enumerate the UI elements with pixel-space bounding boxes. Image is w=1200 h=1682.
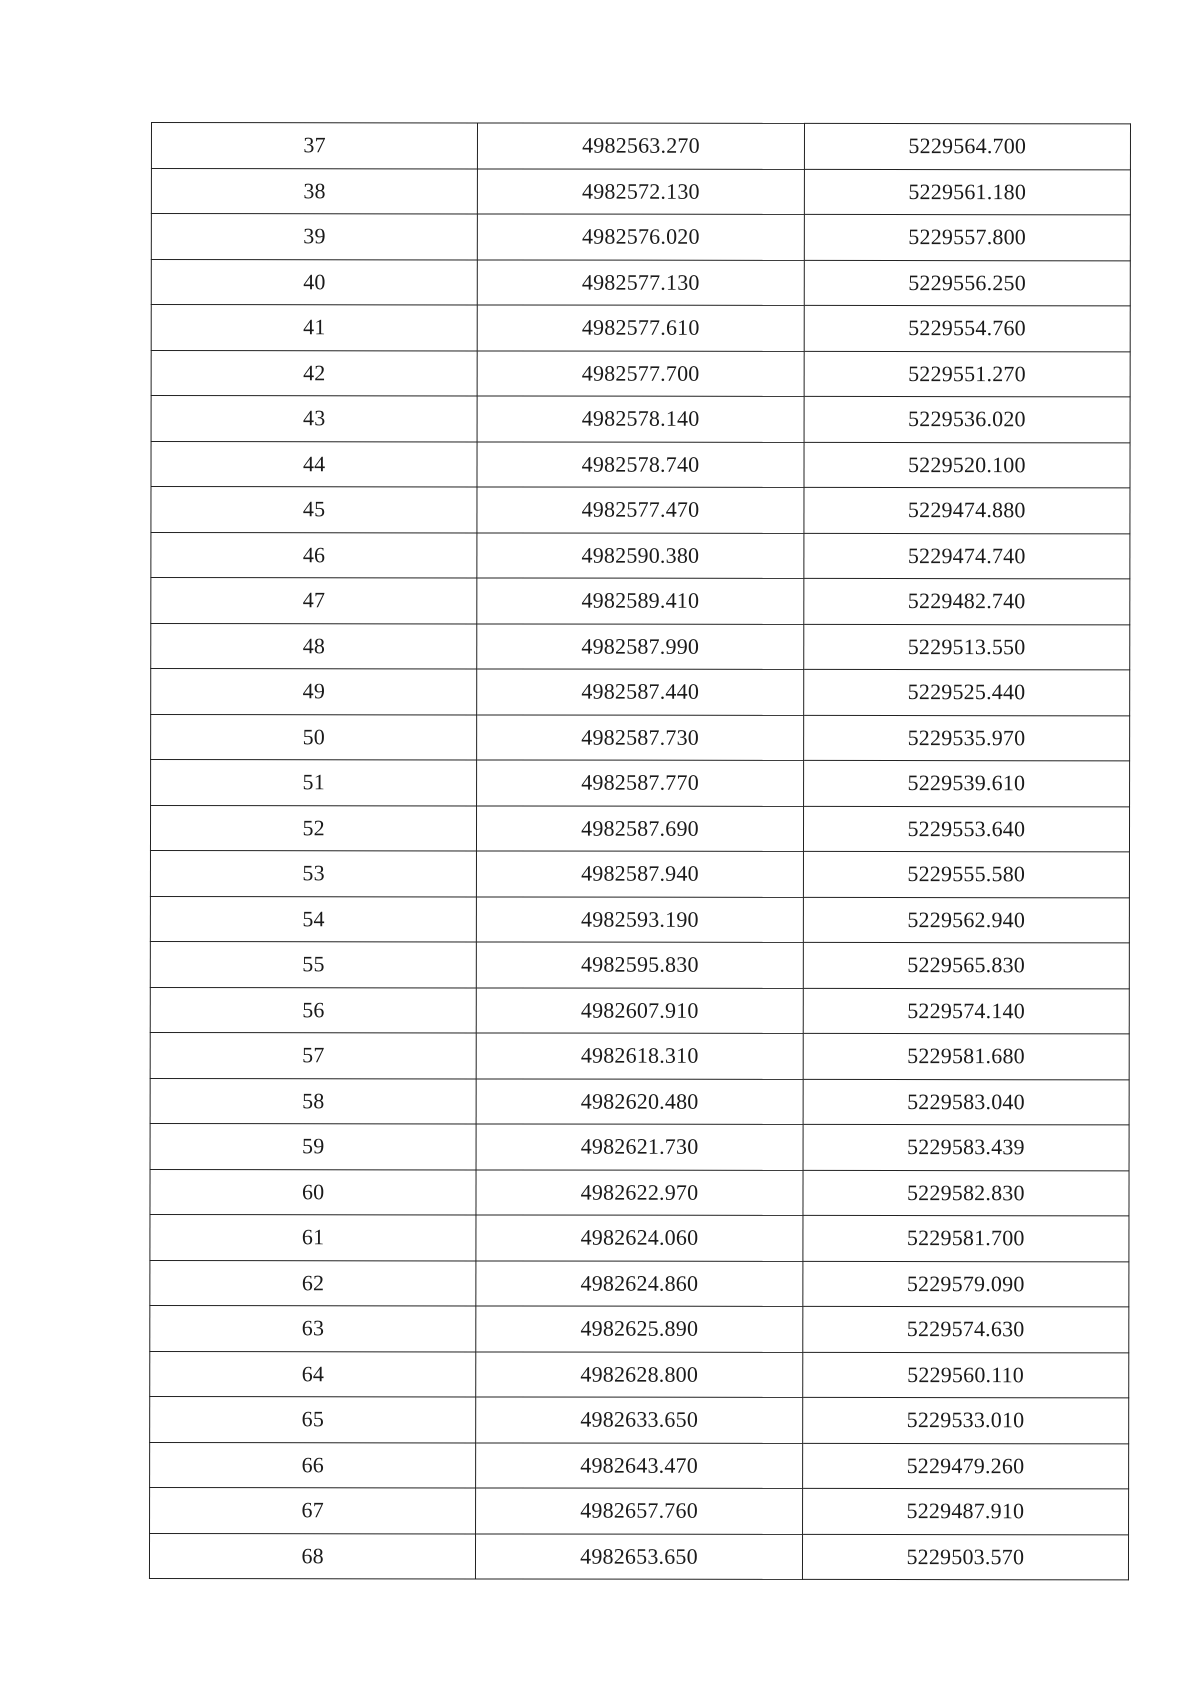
y-coordinate-cell: 5229557.800 <box>804 214 1130 260</box>
table-row <box>150 1351 1129 1398</box>
y-coordinate-cell: 5229487.910 <box>802 1488 1128 1534</box>
y-coordinate-cell: 5229574.630 <box>802 1306 1128 1352</box>
y-coordinate-cell: 5229479.260 <box>802 1443 1128 1489</box>
table-row <box>150 896 1129 943</box>
table-row <box>151 441 1130 488</box>
x-coordinate-cell: 4982621.730 <box>476 1124 802 1170</box>
document-page <box>149 122 1131 1580</box>
point-number-cell: 49 <box>151 669 477 715</box>
point-number-cell: 39 <box>151 214 477 260</box>
x-coordinate-cell: 4982587.990 <box>477 623 803 669</box>
y-coordinate-cell: 5229525.440 <box>803 669 1129 715</box>
table-row <box>151 760 1130 807</box>
y-coordinate-cell: 5229555.580 <box>803 851 1129 897</box>
x-coordinate-cell: 4982620.480 <box>476 1078 802 1124</box>
y-coordinate-cell: 5229562.940 <box>803 897 1129 943</box>
table-row <box>150 1078 1129 1125</box>
point-number-cell: 41 <box>151 305 477 351</box>
table-row <box>151 532 1130 579</box>
x-coordinate-cell: 4982625.890 <box>476 1306 802 1352</box>
x-coordinate-cell: 4982653.650 <box>476 1533 802 1579</box>
table-row <box>149 1533 1128 1580</box>
point-number-cell: 44 <box>151 441 477 487</box>
table-row <box>150 1442 1129 1489</box>
y-coordinate-cell: 5229581.700 <box>803 1215 1129 1261</box>
table-row <box>150 941 1129 988</box>
table-row <box>150 1305 1129 1352</box>
table-row <box>151 123 1130 170</box>
x-coordinate-cell: 4982624.860 <box>476 1260 802 1306</box>
point-number-cell: 45 <box>151 487 477 533</box>
point-number-cell: 47 <box>151 578 477 624</box>
y-coordinate-cell: 5229553.640 <box>803 806 1129 852</box>
table-body <box>149 123 1130 1580</box>
point-number-cell: 53 <box>150 851 476 897</box>
table-row <box>150 851 1129 898</box>
point-number-cell: 63 <box>150 1305 476 1351</box>
point-number-cell: 61 <box>150 1214 476 1260</box>
y-coordinate-cell: 5229583.040 <box>803 1079 1129 1125</box>
y-coordinate-cell: 5229583.439 <box>803 1124 1129 1170</box>
x-coordinate-cell: 4982587.730 <box>477 714 803 760</box>
x-coordinate-cell: 4982577.130 <box>478 259 804 305</box>
point-number-cell: 62 <box>150 1260 476 1306</box>
y-coordinate-cell: 5229581.680 <box>803 1033 1129 1079</box>
table-row <box>150 1260 1129 1307</box>
y-coordinate-cell: 5229564.700 <box>804 123 1130 169</box>
y-coordinate-cell: 5229474.740 <box>804 533 1130 579</box>
y-coordinate-cell: 5229579.090 <box>803 1261 1129 1307</box>
point-number-cell: 58 <box>150 1078 476 1124</box>
point-number-cell: 66 <box>150 1442 476 1488</box>
x-coordinate-cell: 4982587.440 <box>477 669 803 715</box>
point-number-cell: 65 <box>150 1396 476 1442</box>
x-coordinate-cell: 4982578.740 <box>477 441 803 487</box>
x-coordinate-cell: 4982563.270 <box>478 123 804 169</box>
y-coordinate-cell: 5229554.760 <box>804 305 1130 351</box>
point-number-cell: 48 <box>151 623 477 669</box>
table-row <box>151 669 1130 716</box>
x-coordinate-cell: 4982577.610 <box>478 305 804 351</box>
x-coordinate-cell: 4982628.800 <box>476 1351 802 1397</box>
x-coordinate-cell: 4982593.190 <box>477 896 803 942</box>
point-number-cell: 51 <box>151 760 477 806</box>
y-coordinate-cell: 5229551.270 <box>804 351 1130 397</box>
y-coordinate-cell: 5229536.020 <box>804 396 1130 442</box>
x-coordinate-cell: 4982587.940 <box>477 851 803 897</box>
point-number-cell: 67 <box>150 1487 476 1533</box>
table-row <box>150 1032 1129 1079</box>
x-coordinate-cell: 4982657.760 <box>476 1488 802 1534</box>
point-number-cell: 56 <box>150 987 476 1033</box>
y-coordinate-cell: 5229582.830 <box>803 1170 1129 1216</box>
y-coordinate-cell: 5229539.610 <box>803 760 1129 806</box>
coordinates-table <box>149 122 1131 1580</box>
table-row <box>151 396 1130 443</box>
x-coordinate-cell: 4982587.690 <box>477 805 803 851</box>
x-coordinate-cell: 4982578.140 <box>477 396 803 442</box>
table-row <box>151 623 1130 670</box>
point-number-cell: 52 <box>150 805 476 851</box>
y-coordinate-cell: 5229513.550 <box>803 624 1129 670</box>
table-row <box>151 487 1130 534</box>
x-coordinate-cell: 4982607.910 <box>477 987 803 1033</box>
y-coordinate-cell: 5229574.140 <box>803 988 1129 1034</box>
point-number-cell: 55 <box>150 941 476 987</box>
table-row <box>151 305 1130 352</box>
point-number-cell: 40 <box>151 259 477 305</box>
table-row <box>150 805 1129 852</box>
point-number-cell: 37 <box>151 123 477 169</box>
table-row <box>150 1396 1129 1443</box>
y-coordinate-cell: 5229482.740 <box>803 578 1129 624</box>
table-row <box>150 1214 1129 1261</box>
y-coordinate-cell: 5229474.880 <box>804 487 1130 533</box>
table-row <box>151 259 1130 306</box>
x-coordinate-cell: 4982624.060 <box>476 1215 802 1261</box>
point-number-cell: 46 <box>151 532 477 578</box>
x-coordinate-cell: 4982576.020 <box>478 214 804 260</box>
x-coordinate-cell: 4982595.830 <box>477 942 803 988</box>
point-number-cell: 64 <box>150 1351 476 1397</box>
point-number-cell: 50 <box>151 714 477 760</box>
point-number-cell: 60 <box>150 1169 476 1215</box>
y-coordinate-cell: 5229533.010 <box>802 1397 1128 1443</box>
x-coordinate-cell: 4982618.310 <box>476 1033 802 1079</box>
x-coordinate-cell: 4982589.410 <box>477 578 803 624</box>
x-coordinate-cell: 4982587.770 <box>477 760 803 806</box>
table-row <box>150 987 1129 1034</box>
table-row <box>150 1123 1129 1170</box>
point-number-cell: 68 <box>149 1533 475 1579</box>
table-row <box>150 1169 1129 1216</box>
x-coordinate-cell: 4982577.700 <box>477 350 803 396</box>
x-coordinate-cell: 4982590.380 <box>477 532 803 578</box>
y-coordinate-cell: 5229560.110 <box>802 1352 1128 1398</box>
point-number-cell: 59 <box>150 1123 476 1169</box>
x-coordinate-cell: 4982622.970 <box>476 1169 802 1215</box>
table-row <box>151 350 1130 397</box>
x-coordinate-cell: 4982577.470 <box>477 487 803 533</box>
y-coordinate-cell: 5229561.180 <box>804 169 1130 215</box>
point-number-cell: 42 <box>151 350 477 396</box>
y-coordinate-cell: 5229503.570 <box>802 1534 1128 1580</box>
y-coordinate-cell: 5229535.970 <box>803 715 1129 761</box>
y-coordinate-cell: 5229520.100 <box>804 442 1130 488</box>
table-row <box>151 168 1130 215</box>
table-row <box>150 1487 1129 1534</box>
point-number-cell: 43 <box>151 396 477 442</box>
y-coordinate-cell: 5229565.830 <box>803 942 1129 988</box>
y-coordinate-cell: 5229556.250 <box>804 260 1130 306</box>
point-number-cell: 57 <box>150 1032 476 1078</box>
table-row <box>151 714 1130 761</box>
x-coordinate-cell: 4982643.470 <box>476 1442 802 1488</box>
point-number-cell: 38 <box>151 168 477 214</box>
x-coordinate-cell: 4982572.130 <box>478 168 804 214</box>
table-row <box>151 578 1130 625</box>
x-coordinate-cell: 4982633.650 <box>476 1397 802 1443</box>
table-row <box>151 214 1130 261</box>
point-number-cell: 54 <box>150 896 476 942</box>
